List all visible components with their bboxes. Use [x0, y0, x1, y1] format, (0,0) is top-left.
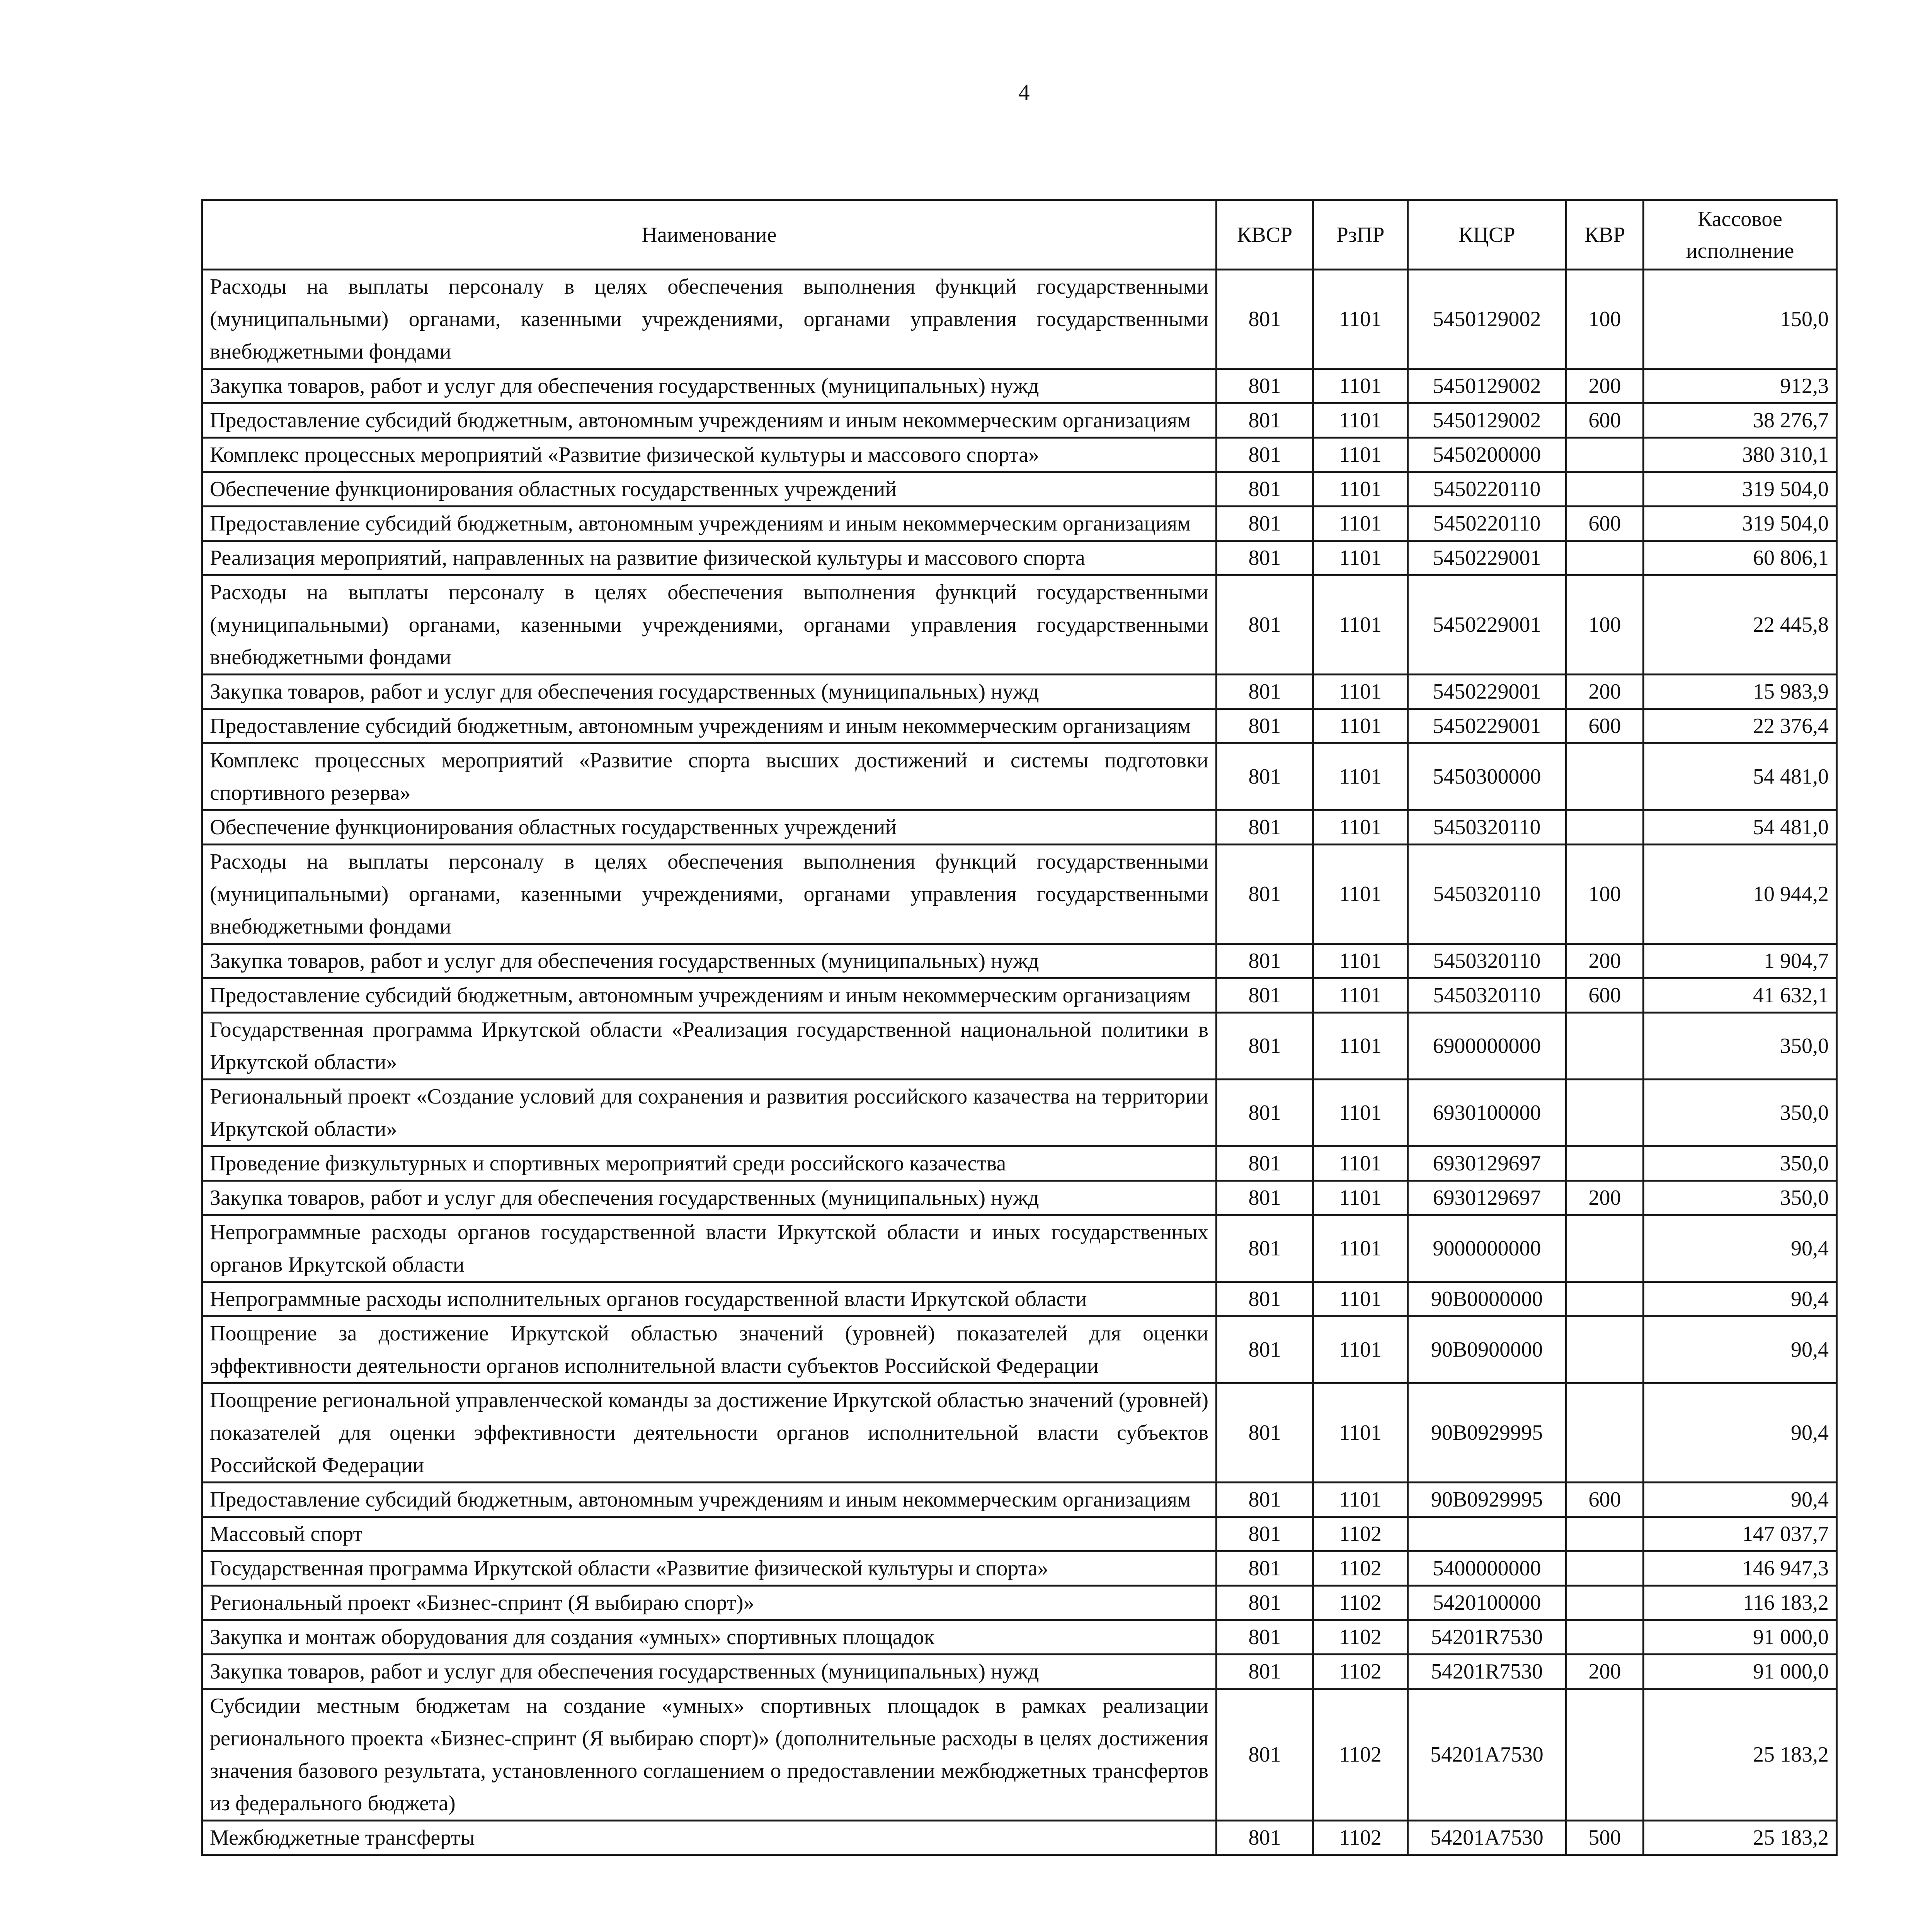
- table-row: [202, 743, 1837, 810]
- row-kvr-cell: [1566, 1517, 1644, 1551]
- row-kvsr-cell: 801: [1217, 403, 1313, 438]
- table-row: [202, 1655, 1837, 1689]
- row-amount-cell: 350,0: [1644, 1146, 1837, 1181]
- row-kvr-cell: [1566, 1013, 1644, 1080]
- row-rzpr-cell: 1102: [1313, 1551, 1408, 1586]
- row-kcsr-cell: 90В0000000: [1408, 1282, 1566, 1316]
- row-name-cell: Закупка товаров, работ и услуг для обеспечения государственных (муниципальных) нужд: [202, 675, 1217, 709]
- row-amount-cell: 350,0: [1644, 1013, 1837, 1080]
- table-row: [202, 1383, 1837, 1483]
- row-kvsr-cell: 801: [1217, 270, 1313, 369]
- row-kvr-cell: [1566, 1146, 1644, 1181]
- row-rzpr-cell: 1101: [1313, 1383, 1408, 1483]
- table-row: [202, 1620, 1837, 1655]
- row-rzpr-cell: 1101: [1313, 1013, 1408, 1080]
- row-kvsr-cell: 801: [1217, 810, 1313, 845]
- table-row: [202, 1551, 1837, 1586]
- row-kcsr-cell: 6930129697: [1408, 1181, 1566, 1215]
- row-name-cell: Закупка товаров, работ и услуг для обеспечения государственных (муниципальных) нужд: [202, 369, 1217, 403]
- row-kcsr-cell: 5450320110: [1408, 978, 1566, 1013]
- row-amount-cell: 15 983,9: [1644, 675, 1837, 709]
- row-kvsr-cell: 801: [1217, 675, 1313, 709]
- row-kvsr-cell: 801: [1217, 1080, 1313, 1146]
- row-kcsr-cell: 5450200000: [1408, 438, 1566, 472]
- row-kcsr-cell: 54201R7530: [1408, 1655, 1566, 1689]
- row-amount-cell: 319 504,0: [1644, 472, 1837, 507]
- row-kvr-cell: 200: [1566, 675, 1644, 709]
- row-amount-cell: 22 376,4: [1644, 709, 1837, 743]
- row-kvsr-cell: 801: [1217, 507, 1313, 541]
- row-amount-cell: 91 000,0: [1644, 1655, 1837, 1689]
- row-name-cell: Субсидии местным бюджетам на создание «умных» спортивных площадок в рамках реализации регионального проекта «Бизнес-спринт (Я выбираю спорт)» (дополнительные расходы в целях достижения значения базового результата, установленного соглашением о предоставлении межбюджетных трансфертов из федерального бюджета): [202, 1689, 1217, 1821]
- row-amount-cell: 116 183,2: [1644, 1586, 1837, 1620]
- row-amount-cell: 912,3: [1644, 369, 1837, 403]
- row-kvsr-cell: 801: [1217, 1215, 1313, 1282]
- row-rzpr-cell: 1102: [1313, 1655, 1408, 1689]
- row-kvr-cell: [1566, 743, 1644, 810]
- header-kvsr: КВСР: [1217, 200, 1313, 270]
- row-kvsr-cell: 801: [1217, 709, 1313, 743]
- row-amount-cell: 22 445,8: [1644, 575, 1837, 675]
- table-row: [202, 1483, 1837, 1517]
- row-amount-cell: 147 037,7: [1644, 1517, 1837, 1551]
- row-kcsr-cell: 5450229001: [1408, 675, 1566, 709]
- row-kcsr-cell: 5400000000: [1408, 1551, 1566, 1586]
- row-rzpr-cell: 1101: [1313, 845, 1408, 944]
- row-rzpr-cell: 1101: [1313, 507, 1408, 541]
- row-kcsr-cell: 5450129002: [1408, 403, 1566, 438]
- row-kvsr-cell: 801: [1217, 1586, 1313, 1620]
- row-kvr-cell: [1566, 472, 1644, 507]
- row-rzpr-cell: 1101: [1313, 978, 1408, 1013]
- budget-table: [201, 199, 1838, 1856]
- row-kvr-cell: 600: [1566, 403, 1644, 438]
- table-row: [202, 810, 1837, 845]
- row-kcsr-cell: 54201R7530: [1408, 1620, 1566, 1655]
- row-amount-cell: 54 481,0: [1644, 810, 1837, 845]
- row-kcsr-cell: 5450220110: [1408, 472, 1566, 507]
- row-kcsr-cell: 9000000000: [1408, 1215, 1566, 1282]
- row-name-cell: Предоставление субсидий бюджетным, автономным учреждениям и иным некоммерческим организациям: [202, 978, 1217, 1013]
- table-row: [202, 1181, 1837, 1215]
- row-kvsr-cell: 801: [1217, 978, 1313, 1013]
- row-amount-cell: 90,4: [1644, 1383, 1837, 1483]
- table-row: [202, 1215, 1837, 1282]
- row-kcsr-cell: 90В0900000: [1408, 1316, 1566, 1383]
- row-name-cell: Региональный проект «Создание условий для сохранения и развития российского казачества на территории Иркутской области»: [202, 1080, 1217, 1146]
- row-kvr-cell: [1566, 1080, 1644, 1146]
- row-kvr-cell: 200: [1566, 369, 1644, 403]
- table-row: [202, 1821, 1837, 1855]
- row-amount-cell: 90,4: [1644, 1282, 1837, 1316]
- row-amount-cell: 380 310,1: [1644, 438, 1837, 472]
- row-kvr-cell: [1566, 1586, 1644, 1620]
- row-rzpr-cell: 1101: [1313, 1146, 1408, 1181]
- row-kvr-cell: [1566, 1383, 1644, 1483]
- row-kvr-cell: 200: [1566, 1655, 1644, 1689]
- row-kvr-cell: 100: [1566, 575, 1644, 675]
- table-row: [202, 472, 1837, 507]
- row-name-cell: Закупка и монтаж оборудования для создания «умных» спортивных площадок: [202, 1620, 1217, 1655]
- table-row: [202, 1586, 1837, 1620]
- row-name-cell: Комплекс процессных мероприятий «Развитие спорта высших достижений и системы подготовки спортивного резерва»: [202, 743, 1217, 810]
- row-rzpr-cell: 1101: [1313, 270, 1408, 369]
- table-row: [202, 675, 1837, 709]
- row-kcsr-cell: 6900000000: [1408, 1013, 1566, 1080]
- row-amount-cell: 90,4: [1644, 1215, 1837, 1282]
- row-amount-cell: 90,4: [1644, 1316, 1837, 1383]
- row-kvsr-cell: 801: [1217, 369, 1313, 403]
- row-rzpr-cell: 1101: [1313, 575, 1408, 675]
- row-kvsr-cell: 801: [1217, 1689, 1313, 1821]
- row-kvsr-cell: 801: [1217, 1517, 1313, 1551]
- row-kvr-cell: [1566, 1215, 1644, 1282]
- row-rzpr-cell: 1101: [1313, 675, 1408, 709]
- row-name-cell: Предоставление субсидий бюджетным, автономным учреждениям и иным некоммерческим организациям: [202, 403, 1217, 438]
- row-rzpr-cell: 1101: [1313, 1181, 1408, 1215]
- row-rzpr-cell: 1101: [1313, 1282, 1408, 1316]
- table-row: [202, 1013, 1837, 1080]
- table-row: [202, 438, 1837, 472]
- row-kvr-cell: 200: [1566, 1181, 1644, 1215]
- row-amount-cell: 25 183,2: [1644, 1689, 1837, 1821]
- row-name-cell: Закупка товаров, работ и услуг для обеспечения государственных (муниципальных) нужд: [202, 944, 1217, 978]
- row-name-cell: Расходы на выплаты персоналу в целях обеспечения выполнения функций государственными (муниципальными) органами, казенными учреждениями, органами управления государственными внебюджетными фондами: [202, 845, 1217, 944]
- row-amount-cell: 90,4: [1644, 1483, 1837, 1517]
- page-number: 4: [1018, 80, 1030, 105]
- row-kvsr-cell: 801: [1217, 1316, 1313, 1383]
- row-kcsr-cell: [1408, 1517, 1566, 1551]
- header-name: Наименование: [202, 200, 1217, 270]
- row-kcsr-cell: 5450320110: [1408, 810, 1566, 845]
- row-rzpr-cell: 1101: [1313, 1215, 1408, 1282]
- row-kcsr-cell: 5450320110: [1408, 845, 1566, 944]
- row-name-cell: Непрограммные расходы органов государственной власти Иркутской области и иных государственных органов Иркутской области: [202, 1215, 1217, 1282]
- table-row: [202, 403, 1837, 438]
- table-row: [202, 1517, 1837, 1551]
- table-body: [202, 270, 1837, 1855]
- row-amount-cell: 60 806,1: [1644, 541, 1837, 575]
- row-kvsr-cell: 801: [1217, 1013, 1313, 1080]
- row-rzpr-cell: 1102: [1313, 1689, 1408, 1821]
- row-kvr-cell: 600: [1566, 978, 1644, 1013]
- row-kvsr-cell: 801: [1217, 1282, 1313, 1316]
- row-name-cell: Региональный проект «Бизнес-спринт (Я выбираю спорт)»: [202, 1586, 1217, 1620]
- row-amount-cell: 146 947,3: [1644, 1551, 1837, 1586]
- row-name-cell: Массовый спорт: [202, 1517, 1217, 1551]
- header-kvr: КВР: [1566, 200, 1644, 270]
- table-row: [202, 507, 1837, 541]
- row-kcsr-cell: 6930100000: [1408, 1080, 1566, 1146]
- row-kvr-cell: [1566, 1316, 1644, 1383]
- row-amount-cell: 38 276,7: [1644, 403, 1837, 438]
- row-name-cell: Поощрение за достижение Иркутской областью значений (уровней) показателей для оценки эффективности деятельности органов исполнительной власти субъектов Российской Федерации: [202, 1316, 1217, 1383]
- row-name-cell: Комплекс процессных мероприятий «Развитие физической культуры и массового спорта»: [202, 438, 1217, 472]
- table-row: [202, 1689, 1837, 1821]
- row-rzpr-cell: 1102: [1313, 1620, 1408, 1655]
- row-kvr-cell: 600: [1566, 507, 1644, 541]
- row-name-cell: Проведение физкультурных и спортивных мероприятий среди российского казачества: [202, 1146, 1217, 1181]
- row-name-cell: Непрограммные расходы исполнительных органов государственной власти Иркутской области: [202, 1282, 1217, 1316]
- row-kvr-cell: 100: [1566, 845, 1644, 944]
- table-row: [202, 1146, 1837, 1181]
- row-kcsr-cell: 5420100000: [1408, 1586, 1566, 1620]
- row-name-cell: Государственная программа Иркутской области «Развитие физической культуры и спорта»: [202, 1551, 1217, 1586]
- row-amount-cell: 41 632,1: [1644, 978, 1837, 1013]
- row-amount-cell: 1 904,7: [1644, 944, 1837, 978]
- row-rzpr-cell: 1101: [1313, 403, 1408, 438]
- row-kvr-cell: [1566, 1282, 1644, 1316]
- row-amount-cell: 150,0: [1644, 270, 1837, 369]
- row-amount-cell: 10 944,2: [1644, 845, 1837, 944]
- header-rzpr: РзПР: [1313, 200, 1408, 270]
- row-rzpr-cell: 1101: [1313, 541, 1408, 575]
- row-kcsr-cell: 5450229001: [1408, 541, 1566, 575]
- row-name-cell: Обеспечение функционирования областных государственных учреждений: [202, 810, 1217, 845]
- row-name-cell: Реализация мероприятий, направленных на развитие физической культуры и массового спорта: [202, 541, 1217, 575]
- row-kvr-cell: [1566, 1620, 1644, 1655]
- table-row: [202, 270, 1837, 369]
- row-kvr-cell: 100: [1566, 270, 1644, 369]
- row-kcsr-cell: 5450129002: [1408, 270, 1566, 369]
- row-amount-cell: 54 481,0: [1644, 743, 1837, 810]
- row-kvr-cell: 500: [1566, 1821, 1644, 1855]
- row-name-cell: Обеспечение функционирования областных государственных учреждений: [202, 472, 1217, 507]
- row-kcsr-cell: 54201А7530: [1408, 1821, 1566, 1855]
- table-row: [202, 709, 1837, 743]
- row-name-cell: Закупка товаров, работ и услуг для обеспечения государственных (муниципальных) нужд: [202, 1655, 1217, 1689]
- row-rzpr-cell: 1101: [1313, 438, 1408, 472]
- row-kvsr-cell: 801: [1217, 944, 1313, 978]
- table-row: [202, 1282, 1837, 1316]
- row-kvr-cell: [1566, 1689, 1644, 1821]
- table-header-row: [202, 200, 1837, 270]
- row-name-cell: Расходы на выплаты персоналу в целях обеспечения выполнения функций государственными (муниципальными) органами, казенными учреждениями, органами управления государственными внебюджетными фондами: [202, 270, 1217, 369]
- row-kvr-cell: [1566, 810, 1644, 845]
- row-name-cell: Предоставление субсидий бюджетным, автономным учреждениям и иным некоммерческим организациям: [202, 507, 1217, 541]
- table-row: [202, 541, 1837, 575]
- row-rzpr-cell: 1101: [1313, 709, 1408, 743]
- row-kvsr-cell: 801: [1217, 1383, 1313, 1483]
- row-kvsr-cell: 801: [1217, 1655, 1313, 1689]
- row-kvsr-cell: 801: [1217, 438, 1313, 472]
- row-kvsr-cell: 801: [1217, 575, 1313, 675]
- row-rzpr-cell: 1101: [1313, 1080, 1408, 1146]
- row-name-cell: Закупка товаров, работ и услуг для обеспечения государственных (муниципальных) нужд: [202, 1181, 1217, 1215]
- row-kcsr-cell: 6930129697: [1408, 1146, 1566, 1181]
- row-rzpr-cell: 1101: [1313, 1483, 1408, 1517]
- row-kcsr-cell: 90В0929995: [1408, 1383, 1566, 1483]
- row-rzpr-cell: 1101: [1313, 944, 1408, 978]
- row-kvr-cell: [1566, 541, 1644, 575]
- row-rzpr-cell: 1102: [1313, 1517, 1408, 1551]
- row-rzpr-cell: 1101: [1313, 810, 1408, 845]
- row-kvsr-cell: 801: [1217, 1146, 1313, 1181]
- row-kcsr-cell: 5450229001: [1408, 575, 1566, 675]
- row-amount-cell: 350,0: [1644, 1181, 1837, 1215]
- row-rzpr-cell: 1102: [1313, 1821, 1408, 1855]
- row-kcsr-cell: 5450300000: [1408, 743, 1566, 810]
- header-kcsr: КЦСР: [1408, 200, 1566, 270]
- row-rzpr-cell: 1101: [1313, 743, 1408, 810]
- table-row: [202, 1080, 1837, 1146]
- row-amount-cell: 25 183,2: [1644, 1821, 1837, 1855]
- row-kvsr-cell: 801: [1217, 541, 1313, 575]
- row-kvr-cell: [1566, 1551, 1644, 1586]
- row-name-cell: Предоставление субсидий бюджетным, автономным учреждениям и иным некоммерческим организациям: [202, 1483, 1217, 1517]
- row-amount-cell: 350,0: [1644, 1080, 1837, 1146]
- row-kvr-cell: 600: [1566, 709, 1644, 743]
- row-name-cell: Государственная программа Иркутской области «Реализация государственной национальной политики в Иркутской области»: [202, 1013, 1217, 1080]
- row-kcsr-cell: 5450129002: [1408, 369, 1566, 403]
- row-kvsr-cell: 801: [1217, 1551, 1313, 1586]
- row-kvr-cell: [1566, 438, 1644, 472]
- row-kvsr-cell: 801: [1217, 1620, 1313, 1655]
- row-kvsr-cell: 801: [1217, 743, 1313, 810]
- row-kvr-cell: 600: [1566, 1483, 1644, 1517]
- row-kcsr-cell: 5450220110: [1408, 507, 1566, 541]
- row-amount-cell: 91 000,0: [1644, 1620, 1837, 1655]
- row-kvsr-cell: 801: [1217, 1483, 1313, 1517]
- table-row: [202, 845, 1837, 944]
- table-row: [202, 978, 1837, 1013]
- row-name-cell: Расходы на выплаты персоналу в целях обеспечения выполнения функций государственными (муниципальными) органами, казенными учреждениями, органами управления государственными внебюджетными фондами: [202, 575, 1217, 675]
- row-kcsr-cell: 90В0929995: [1408, 1483, 1566, 1517]
- row-name-cell: Поощрение региональной управленческой команды за достижение Иркутской областью значений (уровней) показателей для оценки эффективности деятельности органов исполнительной власти субъектов Российской Федерации: [202, 1383, 1217, 1483]
- table-row: [202, 369, 1837, 403]
- row-name-cell: Межбюджетные трансферты: [202, 1821, 1217, 1855]
- row-kcsr-cell: 5450229001: [1408, 709, 1566, 743]
- row-kcsr-cell: 5450320110: [1408, 944, 1566, 978]
- row-rzpr-cell: 1101: [1313, 369, 1408, 403]
- row-kvsr-cell: 801: [1217, 472, 1313, 507]
- row-kvsr-cell: 801: [1217, 1181, 1313, 1215]
- row-amount-cell: 319 504,0: [1644, 507, 1837, 541]
- row-rzpr-cell: 1102: [1313, 1586, 1408, 1620]
- row-rzpr-cell: 1101: [1313, 1316, 1408, 1383]
- row-kvsr-cell: 801: [1217, 845, 1313, 944]
- table-row: [202, 1316, 1837, 1383]
- row-kvsr-cell: 801: [1217, 1821, 1313, 1855]
- header-amount: Кассовое исполнение: [1644, 200, 1837, 270]
- row-rzpr-cell: 1101: [1313, 472, 1408, 507]
- row-kcsr-cell: 54201А7530: [1408, 1689, 1566, 1821]
- row-kvr-cell: 200: [1566, 944, 1644, 978]
- table-row: [202, 575, 1837, 675]
- table-row: [202, 944, 1837, 978]
- row-name-cell: Предоставление субсидий бюджетным, автономным учреждениям и иным некоммерческим организациям: [202, 709, 1217, 743]
